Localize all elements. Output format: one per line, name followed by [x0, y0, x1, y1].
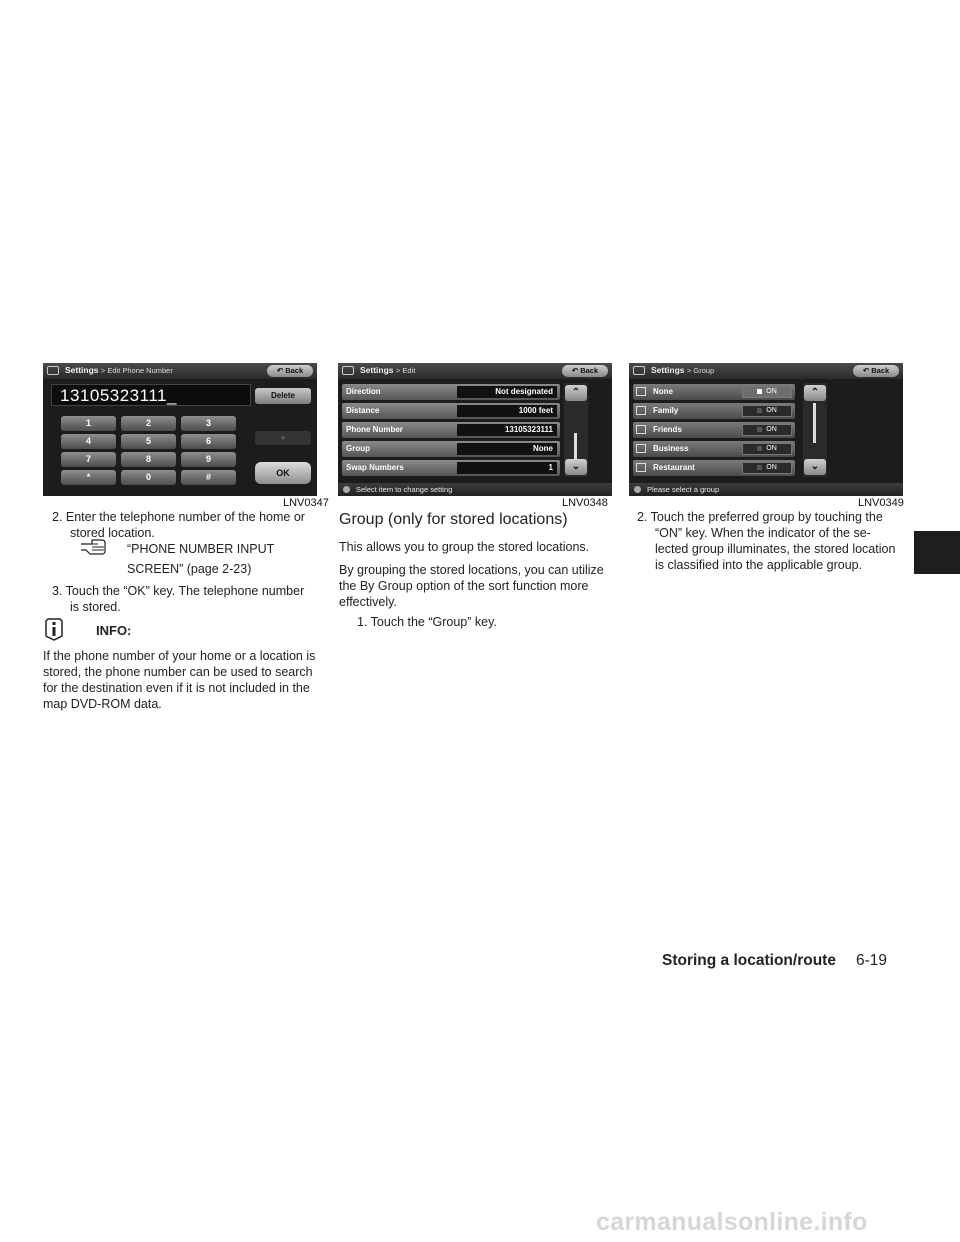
key-1[interactable]: 1: [61, 416, 116, 431]
screen-title: Settings > Edit: [360, 365, 416, 375]
paragraph: This allows you to group the stored locations.: [339, 540, 590, 554]
row-value: Not designated: [457, 386, 557, 398]
status-bar: [338, 483, 612, 496]
step-2-line: 2. Touch the preferred group by touching the: [637, 510, 883, 524]
row-label: Group: [346, 444, 370, 453]
setting-row-swap-numbers[interactable]: [342, 460, 560, 476]
status-bar: [629, 483, 903, 496]
group-label: None: [653, 387, 673, 396]
section-heading: Group (only for stored locations): [339, 511, 568, 528]
row-value: 1000 feet: [457, 405, 557, 417]
key-star[interactable]: *: [61, 470, 116, 485]
scrollbar[interactable]: [803, 383, 827, 477]
info-text-line: stored, the phone number can be used to search: [43, 665, 313, 679]
step-3-text-cont: is stored.: [70, 600, 121, 614]
row-label: Distance: [346, 406, 380, 415]
ok-button[interactable]: OK: [255, 462, 311, 484]
scroll-down-icon[interactable]: ⌄: [565, 459, 587, 475]
business-icon: [636, 444, 646, 453]
key-3[interactable]: 3: [181, 416, 236, 431]
step-2-line: is classified into the applicable group.: [655, 558, 863, 572]
step-2-text: 2. Enter the telephone number of the home or: [52, 510, 305, 524]
on-key[interactable]: ON: [742, 405, 792, 417]
figure-caption: LNV0347: [283, 497, 329, 509]
back-button[interactable]: ↶ Back: [853, 365, 899, 377]
on-key[interactable]: ON: [742, 386, 792, 398]
plus-button[interactable]: +: [255, 431, 311, 445]
on-key[interactable]: ON: [742, 443, 792, 455]
group-row-none[interactable]: [633, 384, 795, 400]
scroll-thumb[interactable]: [813, 403, 816, 443]
setting-row-phone-number[interactable]: [342, 422, 560, 438]
key-9[interactable]: 9: [181, 452, 236, 467]
info-icon: [343, 486, 350, 493]
indicator: [757, 465, 762, 470]
footer-section-title: Storing a location/route: [662, 952, 836, 969]
back-button[interactable]: ↶ Back: [267, 365, 313, 377]
key-6[interactable]: 6: [181, 434, 236, 449]
key-2[interactable]: 2: [121, 416, 176, 431]
screen-header: [338, 363, 612, 379]
edit-settings-screenshot: [338, 363, 612, 496]
info-text-line: If the phone number of your home or a location is: [43, 649, 316, 663]
paragraph-line: effectively.: [339, 595, 397, 609]
watermark: carmanualsonline.info: [596, 1208, 868, 1236]
key-0[interactable]: 0: [121, 470, 176, 485]
group-row-friends[interactable]: [633, 422, 795, 438]
group-none-icon: [636, 387, 646, 396]
settings-icon: [633, 366, 645, 375]
group-label: Friends: [653, 425, 682, 434]
row-value: None: [457, 443, 557, 455]
group-row-business[interactable]: [633, 441, 795, 457]
info-icon: [634, 486, 641, 493]
screen-title: Settings > Edit Phone Number: [65, 365, 173, 375]
row-label: Direction: [346, 387, 381, 396]
key-4[interactable]: 4: [61, 434, 116, 449]
status-text: Please select a group: [647, 485, 720, 494]
reference-hand-icon: [80, 537, 106, 555]
family-icon: [636, 406, 646, 415]
screen-header: [43, 363, 317, 379]
on-key[interactable]: ON: [742, 462, 792, 474]
section-tab: [914, 531, 960, 574]
setting-row-distance[interactable]: [342, 403, 560, 419]
row-label: Phone Number: [346, 425, 403, 434]
paragraph-line: By grouping the stored locations, you can utilize: [339, 563, 604, 577]
group-label: Family: [653, 406, 679, 415]
info-text-line: for the destination even if it is not included in the: [43, 681, 310, 695]
key-8[interactable]: 8: [121, 452, 176, 467]
setting-row-group[interactable]: [342, 441, 560, 457]
edit-phone-number-screenshot: [43, 363, 317, 496]
key-5[interactable]: 5: [121, 434, 176, 449]
group-label: Business: [653, 444, 689, 453]
group-label: Restaurant: [653, 463, 695, 472]
indicator: [757, 408, 762, 413]
reference-text: “PHONE NUMBER INPUT: [127, 542, 275, 556]
on-key[interactable]: ON: [742, 424, 792, 436]
info-heading: INFO:: [96, 623, 132, 638]
info-text-line: map DVD-ROM data.: [43, 697, 162, 711]
info-icon: [45, 618, 63, 641]
figure-caption: LNV0349: [858, 497, 904, 509]
key-7[interactable]: 7: [61, 452, 116, 467]
friends-icon: [636, 425, 646, 434]
step-2-line: “ON” key. When the indicator of the se-: [655, 526, 871, 540]
group-row-family[interactable]: [633, 403, 795, 419]
phone-number-display: 13105323111_: [51, 384, 251, 406]
indicator: [757, 427, 762, 432]
screen-header: [629, 363, 903, 379]
status-text: Select item to change setting: [356, 485, 453, 494]
row-value: 13105323111: [457, 424, 557, 436]
step-2-text-cont: stored location.: [70, 526, 155, 540]
step-2-line: lected group illuminates, the stored location: [655, 542, 896, 556]
back-button[interactable]: ↶ Back: [562, 365, 608, 377]
settings-icon: [342, 366, 354, 375]
figure-caption: LNV0348: [562, 497, 608, 509]
group-row-restaurant[interactable]: [633, 460, 795, 476]
scroll-down-icon[interactable]: ⌄: [804, 459, 826, 475]
scrollbar[interactable]: [564, 383, 588, 477]
indicator: [757, 446, 762, 451]
scroll-up-icon[interactable]: ⌃: [804, 385, 826, 401]
setting-row-direction[interactable]: [342, 384, 560, 400]
step-1-text: 1. Touch the “Group” key.: [357, 615, 497, 629]
step-3-text: 3. Touch the “OK” key. The telephone number: [52, 584, 305, 598]
row-label: Swap Numbers: [346, 463, 404, 472]
group-settings-screenshot: [629, 363, 903, 496]
screen-title: Settings > Group: [651, 365, 715, 375]
scroll-up-icon[interactable]: ⌃: [565, 385, 587, 401]
page-number: 6-19: [856, 952, 888, 969]
delete-button[interactable]: Delete: [255, 388, 311, 404]
paragraph-line: the By Group option of the sort function more: [339, 579, 589, 593]
row-value: 1: [457, 462, 557, 474]
restaurant-icon: [636, 463, 646, 472]
key-hash[interactable]: #: [181, 470, 236, 485]
reference-text-cont: SCREEN” (page 2-23): [127, 562, 252, 576]
indicator-lit: [757, 389, 762, 394]
settings-icon: [47, 366, 59, 375]
